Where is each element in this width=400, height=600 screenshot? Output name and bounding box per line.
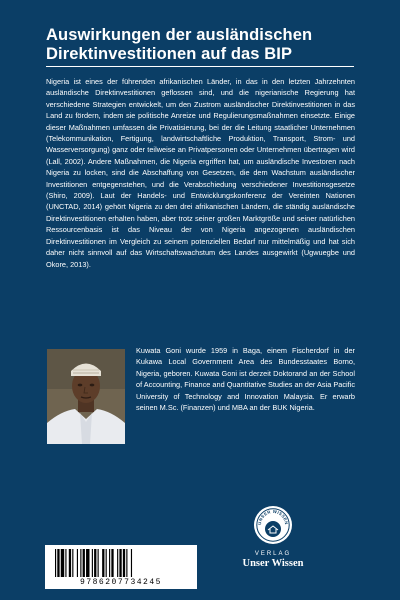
publisher-seal-icon: [253, 505, 293, 545]
publisher-logo: [223, 505, 323, 569]
barcode-bars: [45, 545, 197, 579]
title-divider: [46, 66, 354, 67]
publisher-name: Unser Wissen: [242, 558, 304, 569]
isbn-number: 9786207734245: [80, 578, 162, 587]
book-title: Auswirkungen der ausländischen Direktinvestitionen auf das BIP: [46, 26, 313, 63]
author-bio: Kuwata Goni wurde 1959 in Baga, einem Fischerdorf in der Kukawa Local Government Area des Bundesstaates Borno, Nigeria, geboren. Kuwata Goni ist derzeit Doktorand an der School of Accounting, Finance and Quantitative Studies an der Asia Pacific University of Technology and Innovation Malaysia. Er erwarb seinen M.Sc. (Finanzen) und MBA an der BUK Nigeria.: [136, 346, 355, 413]
isbn-barcode: [45, 545, 197, 589]
publisher-verlag-label: VERLAG: [254, 551, 292, 557]
author-photo: [47, 349, 125, 444]
book-blurb: Nigeria ist eines der führenden afrikanischen Länder, in das in den letzten Jahrzehnten ausländische Direktinvestitionen geflossen sind, und die nigerianische Regierung hat verschiedene Strategien entwickelt, um den Zustrom ausländischer Direktinvestitionen in das Land zu fördern, indem sie politische Anreize und Regulierungsmaßnahmen einsetzte. Einige dieser Maßnahmen umfassen die Privatisierung, bei der die Leitung staatlicher Unternehmen (Telekommunikation, Fertigung, landwirtschaftliche Produktion, Transport, Strom- und Wasserversorgung) ganz oder teilweise an Privatpersonen oder Unternehmen übertragen wird (Lall, 2002). Andere Maßnahmen, die Nigeria ergriffen hat, um ausländische Investoren nach Nigeria zu locken, sind die Abschaffung von Gesetzen, die dem Wachstum ausländischer Investitionen entgegenstehen, und die Verabschiedung verschiedener Investitionsgesetze (Shiro, 2009). Laut der Handels- und Entwicklungskonferenz der Vereinten Nationen (UNCTAD, 2014) gehört Nigeria zu den drei afrikanischen Ländern, die ständig ausländische Direktinvestitionen erhalten haben, aber trotz seiner großen Marktgröße und seiner natürlichen Ressourcenbasis ist das Niveau der von Nigeria angezogenen ausländischen Direktinvestitionen im Vergleich zu seinem potenziellen Bedarf nur mittelmäßig und hat sich daher nicht sinnvoll auf das Wirtschaftswachstum des Landes ausgewirkt (Ugwuegbe und Okore, 2013).: [46, 77, 355, 269]
seal-text: UNSER WISSEN: [256, 508, 290, 526]
